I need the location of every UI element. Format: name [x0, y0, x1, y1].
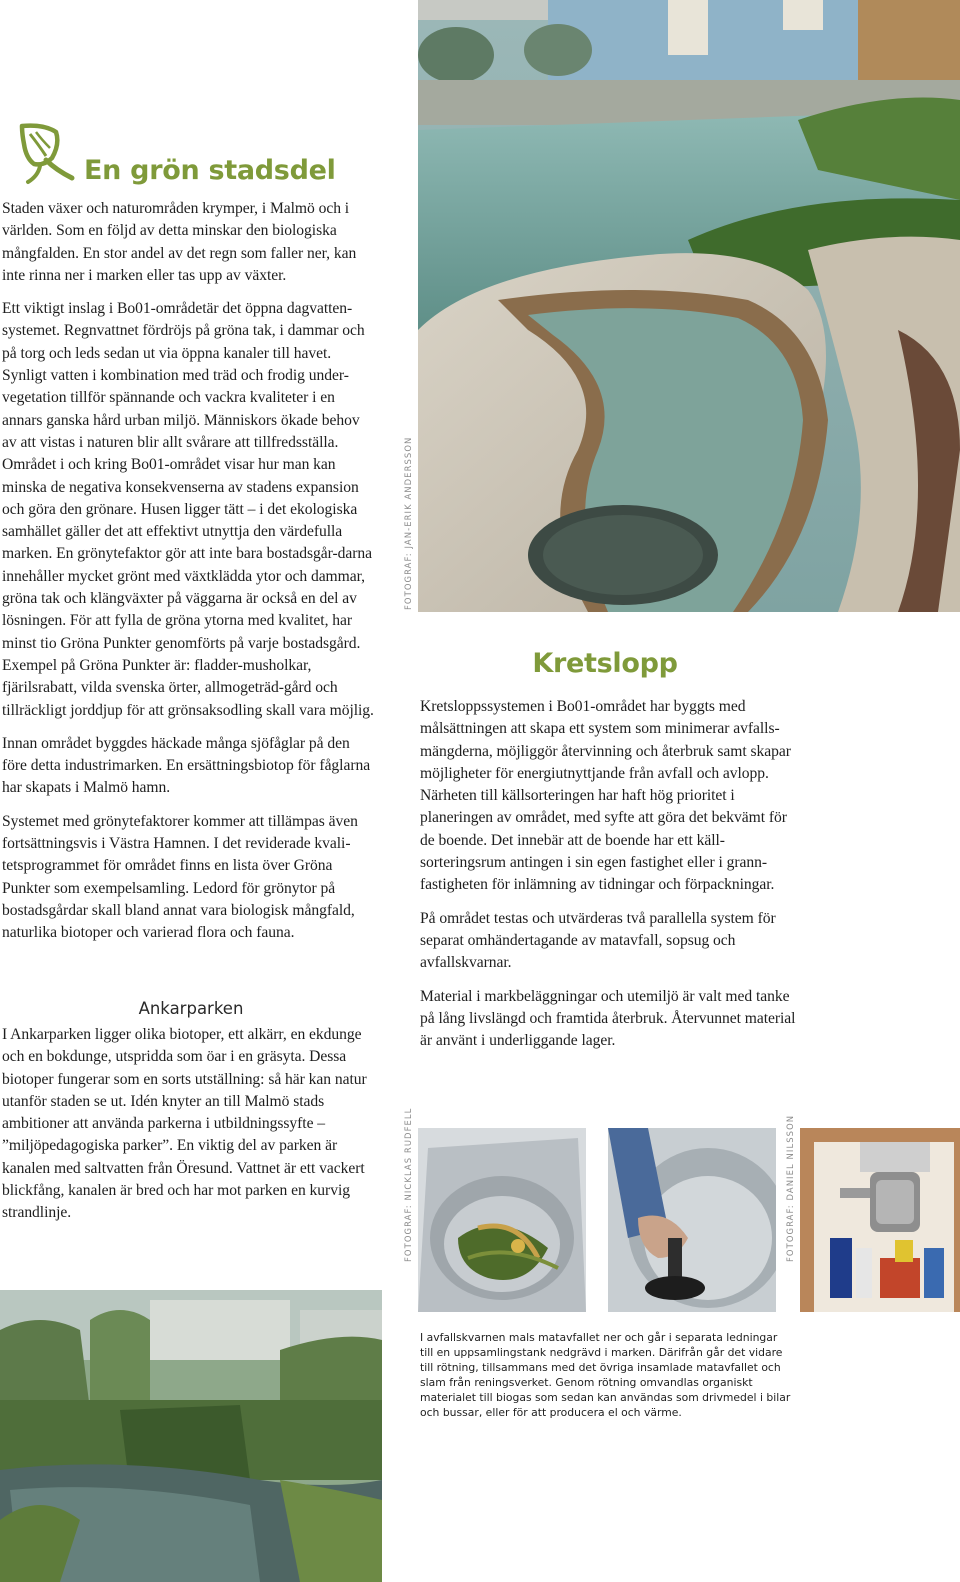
left-paragraph: Innan området byggdes häckade många sjöfåglar på den före detta industrimarken. En ersättningsbiotop för fåglarna har skapats i Malmö hamn. — [2, 734, 371, 797]
photo-water-channel — [418, 0, 960, 612]
photo-sink-food-waste — [418, 1128, 586, 1312]
left-paragraph: Systemet med grönytefaktorer kommer att tillämpas även fortsättningsvis i Västra Hamnen. I det reviderade kvali-tetsprogrammet för området finns en lista över Gröna Punkter som exempelsamling. Ledord för grönytor på bostadsgårdar skall bland annat vara biologisk mångfald, naturlika biotoper och varierad flora och fauna. — [2, 812, 358, 942]
right-body-text — [420, 696, 798, 1063]
ankarparken-paragraph: I Ankarparken ligger olika biotoper, ett alkärr, en ekdunge och en bokdunge, utspridda som öar i en gräsyta. Dessa biotoper fungerar som en sorts utställning: så här kan natur utanför staden se ut. Idén knyter an till Malmö stads ambitioner att använda parkerna i utbildningssyfte – ”miljöpedagogiska parker”. En viktig del av parken är kanalen med saltvatten från Öresund. Vattnet är ett vackert blickfång, kanalen är bred och har mot parken en kurvig strandlinje. — [2, 1026, 367, 1222]
photo-credit-main: FOTOGRAF: JAN-ERIK ANDERSSON — [403, 436, 413, 610]
right-paragraph: Material i markbeläggningar och utemiljö är valt med tanke på lång livslängd och framtida återbruk. Återvunnet material är använt i underliggande lager. — [420, 987, 796, 1050]
page-title: En grön stadsdel — [84, 155, 336, 186]
photo-cabinet-grinder — [800, 1128, 960, 1312]
photo-ankarparken — [0, 1290, 382, 1582]
left-paragraph: Staden växer och naturområden krymper, i Malmö och i världen. Som en följd av detta minskar den biologiska mångfalden. En stor andel av det regn som faller ner, kan inte rinna ner i marken eller tas upp av växter. — [2, 200, 357, 284]
photo-credit-cabinet: FOTOGRAF: DANIEL NILSSON — [785, 1114, 795, 1262]
photo-credit-sink: FOTOGRAF: NICKLAS RUDFELL — [403, 1107, 413, 1262]
section-title-kretslopp: Kretslopp — [532, 648, 678, 679]
left-body-text — [2, 198, 376, 956]
right-paragraph: På området testas och utvärderas två parallella system för separat omhändertagande av matavfall, sopsug och avfallskvarnar. — [420, 909, 776, 972]
photo-caption: I avfallskvarnen mals matavfallet ner och går i separata ledningar till en uppsamlingstank nedgrävd i marken. Därifrån går det vidare till rötning, tillsammans med det övriga insamlade matavfallet och slam från reningsverket. Genom rötning omvandlas organiskt materialet till biogas som sedan kan användas som drivmedel i bilar och bussar, eller för att producera el och värme. — [420, 1331, 791, 1419]
photo-sink-plunger — [608, 1128, 776, 1312]
right-paragraph: Kretsloppssystemen i Bo01-området har byggts med målsättningen att skapa ett system som minimerar avfalls-mängderna, möjliggör återvinning och återbruk samt skapar möjligheter för energiutnyttjande från avfall och avlopp. Närheten till källsorteringen har haft hög prioritet i planeringen av området, med syfte att göra det bekvämt för de boende. Det innebär att de boende har ett käll-sorteringsrum antingen i sin egen fastighet eller i grann-fastigheten för inlämning av tidningar och förpackningar. — [420, 698, 791, 894]
ankarparken-body-text — [2, 1024, 380, 1236]
left-paragraph: Ett viktigt inslag i Bo01-områdetär det öppna dagvatten-systemet. Regnvattnet fördröjs på gröna tak, i dammar och på torg och leds sedan ut via öppna kanaler till havet. Synligt vatten i kombination med träd och frodig under-vegetation tillför spännande och vackra kvaliteter i en annars ganska hård urban miljö. Människors ökade behov av att vistas i naturen blir allt svårare att tillfredsställa. Området i och kring Bo01-området visar hur man kan minska de negativa konsekvenserna av stadens expansion och göra den grönare. Husen ligger tätt – i det ekologiska samhället gäller det att effektivt utnyttja den värdefulla marken. En grönytefaktor gör att inte bara bostadsgår-darna innehåller mycket grönt med växtklädda ytor och dammar, gröna tak och klängväxter på väggarna är också en del av lösningen. För att fylla de gröna ytorna med kvalitet, har minst tio Gröna Punkter genomförts på varje bostadsgård. Exempel på Gröna Punkter är: fladder-musholkar, fjärilsrabatt, vilda svenska örter, allmogeträd-gård och tillräckligt jorddjup för att grönsaksodling skall vara möjlig. — [2, 300, 374, 719]
leaf-hand-icon — [16, 122, 76, 186]
section-subtitle-ankarparken: Ankarparken — [138, 999, 244, 1018]
